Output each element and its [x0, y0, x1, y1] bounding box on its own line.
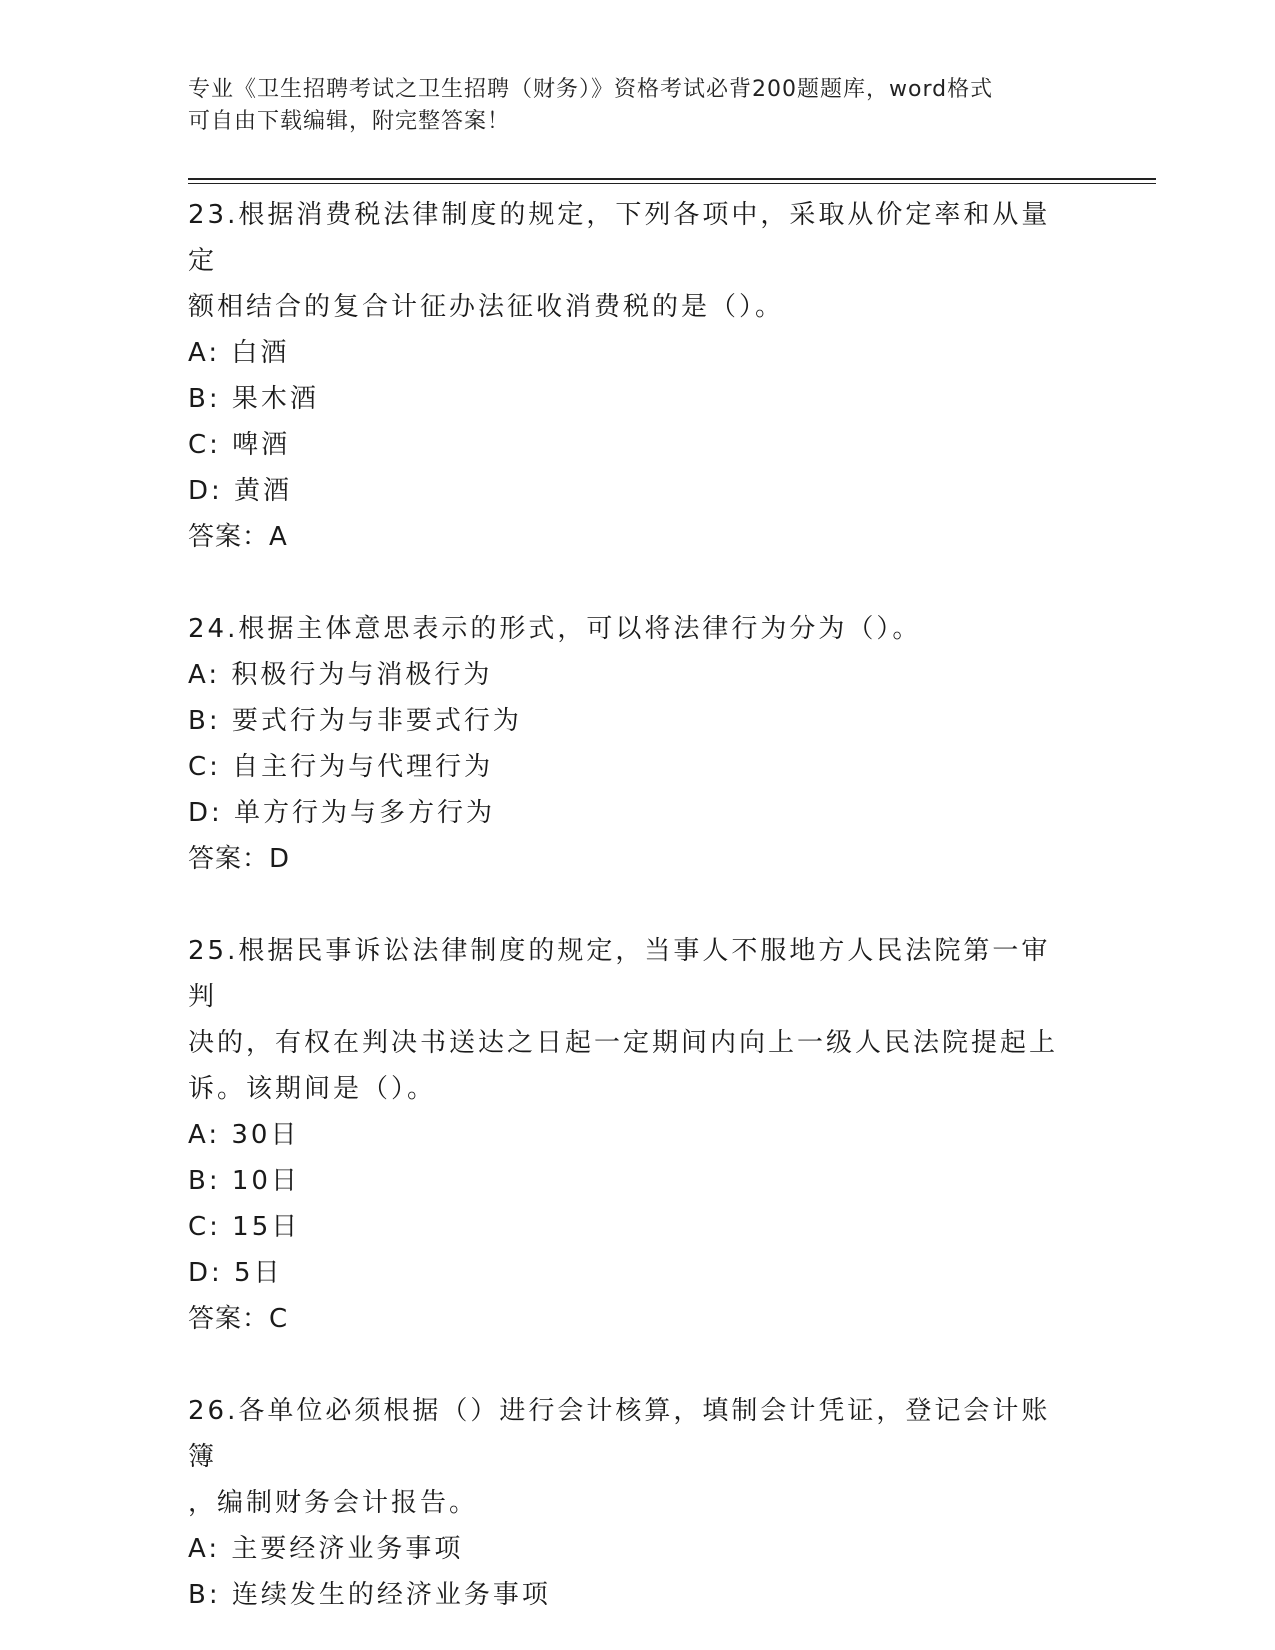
- option-d: D: 单方行为与多方行为: [188, 798, 496, 828]
- option-b: B: 10日: [188, 1166, 300, 1196]
- question-stem: [188, 928, 1078, 1112]
- question-stem-line: 24.根据主体意思表示的形式，可以将法律行为分为（）。: [188, 614, 922, 644]
- question-stem-line: 26.各单位必须根据（）进行会计核算，填制会计凭证，登记会计账簿: [188, 1396, 1051, 1472]
- option-a: A: 30日: [188, 1120, 300, 1150]
- answer-line: 答案：D: [188, 844, 291, 874]
- question-stem: [188, 1388, 1078, 1526]
- spacer: [188, 560, 1088, 606]
- question-stem-line: 诉。该期间是（）。: [188, 1074, 437, 1104]
- spacer: [188, 882, 1088, 928]
- option-a: A: 主要经济业务事项: [188, 1534, 464, 1564]
- spacer: [188, 1342, 1088, 1388]
- option-d: D: 5日: [188, 1258, 283, 1288]
- header-divider-thin: [188, 183, 1156, 184]
- question-block: [188, 192, 1088, 560]
- option-a: A: 白酒: [188, 338, 290, 368]
- header-line-2: 可自由下载编辑，附完整答案！: [188, 109, 511, 134]
- question-block: [188, 606, 1088, 882]
- option-b: B: 要式行为与非要式行为: [188, 706, 522, 736]
- header-line-1: 专业《卫生招聘考试之卫生招聘（财务）》资格考试必背200题题库，word格式: [188, 77, 994, 102]
- option-c: C: 啤酒: [188, 430, 291, 460]
- question-stem-line: ，编制财务会计报告。: [188, 1488, 479, 1518]
- question-stem-line: 额相结合的复合计征办法征收消费税的是（）。: [188, 292, 785, 322]
- option-d: D: 黄酒: [188, 476, 293, 506]
- question-stem: [188, 606, 1078, 652]
- question-stem-line: 决的，有权在判决书送达之日起一定期间内向上一级人民法院提起上: [188, 1028, 1059, 1058]
- question-block: [188, 1388, 1088, 1618]
- option-a: A: 积极行为与消极行为: [188, 660, 493, 690]
- answer-line: 答案：A: [188, 522, 288, 552]
- option-c: C: 15日: [188, 1212, 301, 1242]
- option-b: B: 果木酒: [188, 384, 319, 414]
- option-c: C: 自主行为与代理行为: [188, 752, 494, 782]
- question-block: [188, 928, 1088, 1342]
- answer-line: 答案：C: [188, 1304, 289, 1334]
- document-header: [188, 74, 1068, 138]
- option-b: B: 连续发生的经济业务事项: [188, 1580, 551, 1610]
- question-stem-line: 23.根据消费税法律制度的规定，下列各项中，采取从价定率和从量定: [188, 200, 1051, 276]
- question-stem-line: 25.根据民事诉讼法律制度的规定，当事人不服地方人民法院第一审判: [188, 936, 1051, 1012]
- question-list: [188, 192, 1088, 1618]
- header-divider-thick: [188, 178, 1156, 180]
- question-stem: [188, 192, 1078, 330]
